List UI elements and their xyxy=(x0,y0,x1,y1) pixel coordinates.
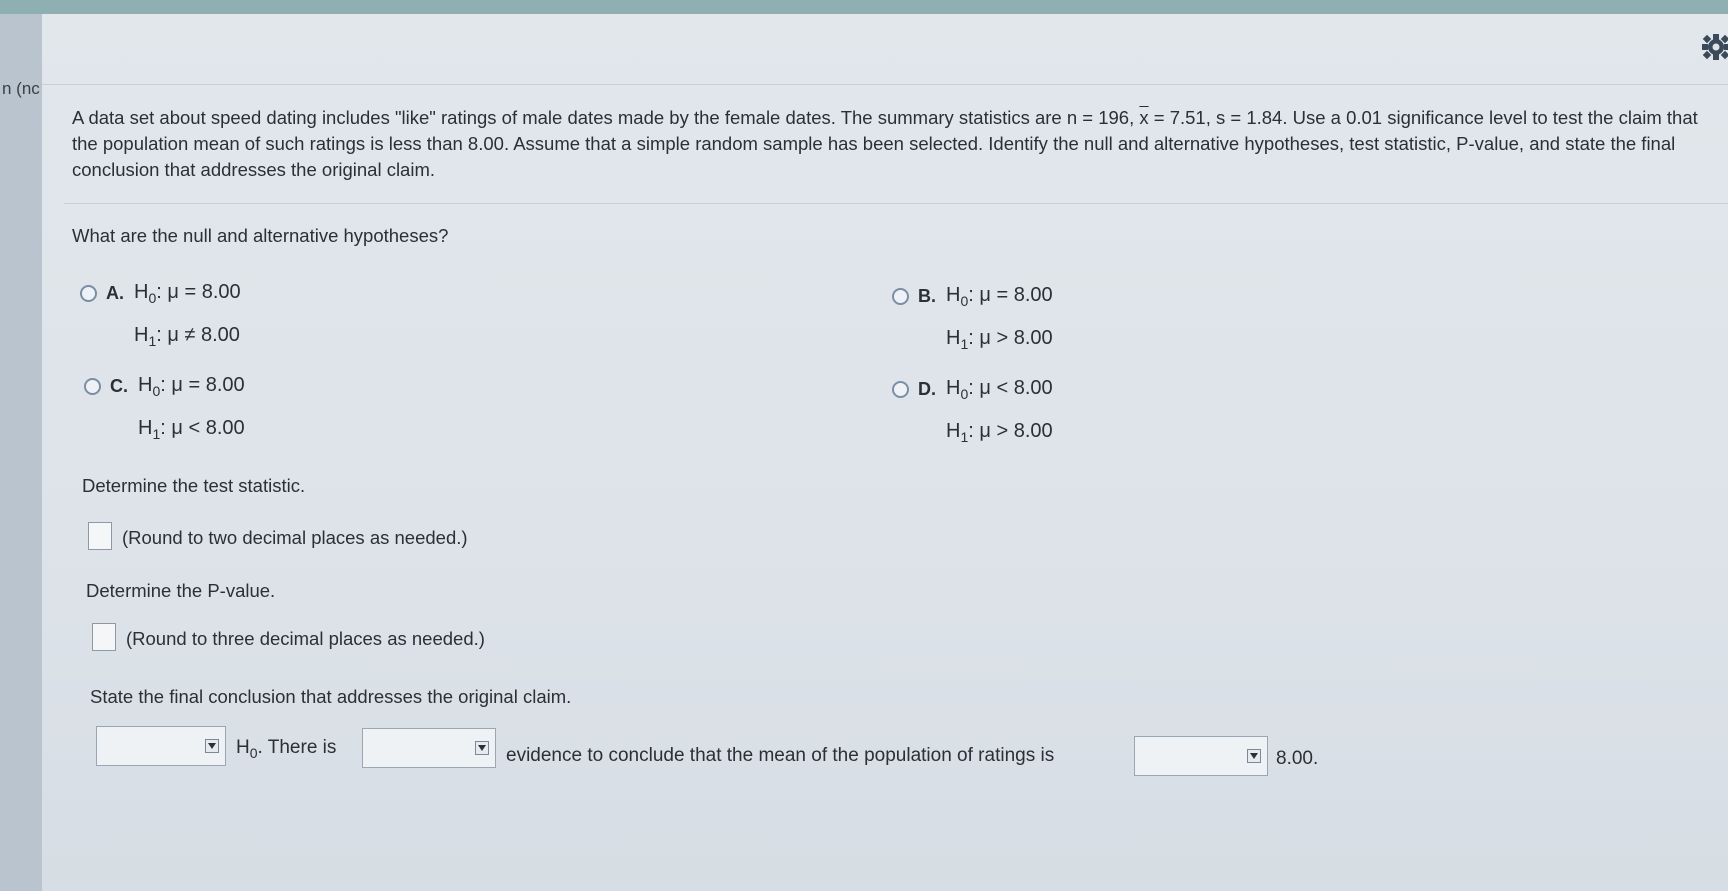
option-d-h0: $H_0$: μ < 8.00 xyxy=(946,377,1053,402)
radio-option-b[interactable] xyxy=(892,288,909,305)
option-b-h0: $H_0$: μ = 8.00 xyxy=(946,284,1053,309)
option-a-h0: $H_0$: μ = 8.00 xyxy=(134,281,241,306)
conclusion-direction-dropdown[interactable] xyxy=(1134,736,1268,776)
p-value-input[interactable] xyxy=(92,623,116,651)
option-c-h0: $H_0$: μ = 8.00 xyxy=(138,374,245,399)
question-text-part2: = 7.51, s = 1.84. Use a 0.01 significance level to test the claim that the population mean of such ratings is less than 8.00. Assume that a simple random sample has been selected. Identify the null and alternative hypotheses, test statistic, P-value, and state the final conclusion that addresses the original claim. xyxy=(72,107,1698,180)
option-b-hypotheses xyxy=(946,285,1053,363)
top-bar xyxy=(0,0,1728,14)
conclusion-decision-dropdown[interactable] xyxy=(96,726,226,766)
left-panel-edge xyxy=(0,14,42,891)
option-c-hypotheses xyxy=(138,375,245,453)
option-a-letter: A. xyxy=(106,283,124,303)
radio-option-d[interactable] xyxy=(892,381,909,398)
test-statistic-hint: (Round to two decimal places as needed.) xyxy=(122,527,468,548)
chevron-down-icon[interactable] xyxy=(475,741,489,755)
h0-text: $H_0$. There is xyxy=(236,737,337,761)
conclusion-middle-text: evidence to conclude that the mean of the population of ratings is xyxy=(506,745,1055,766)
conclusion-evidence-dropdown[interactable] xyxy=(362,728,496,768)
radio-option-c[interactable] xyxy=(84,378,101,395)
hypotheses-heading: What are the null and alternative hypotheses? xyxy=(72,225,449,246)
option-a[interactable] xyxy=(80,282,241,360)
panel-divider xyxy=(42,84,1728,85)
chevron-down-icon[interactable] xyxy=(205,739,219,753)
h0-suffix: . There is xyxy=(257,737,337,758)
radio-option-a[interactable] xyxy=(80,285,97,302)
left-panel-text: n (nc xyxy=(2,79,40,98)
option-a-hypotheses xyxy=(134,282,241,360)
option-c[interactable] xyxy=(84,375,245,453)
conclusion-end-text: 8.00. xyxy=(1276,748,1319,769)
question-divider xyxy=(64,203,1728,204)
test-statistic-input[interactable] xyxy=(88,522,112,550)
option-d-letter: D. xyxy=(918,379,936,399)
option-d-h1: $H_1$: μ > 8.00 xyxy=(946,420,1053,445)
p-value-heading: Determine the P-value. xyxy=(86,580,276,601)
option-c-letter: C. xyxy=(110,376,128,396)
test-statistic-heading: Determine the test statistic. xyxy=(82,475,306,496)
option-d[interactable] xyxy=(892,378,1053,456)
xbar-symbol: $\overline{x}$ xyxy=(1139,107,1149,128)
chevron-down-icon[interactable] xyxy=(1247,749,1261,763)
gear-icon[interactable] xyxy=(1698,32,1728,62)
option-a-h1: $H_1$: μ ≠ 8.00 xyxy=(134,324,240,349)
question-text xyxy=(72,105,1712,183)
p-value-hint: (Round to three decimal places as needed.) xyxy=(126,628,485,649)
conclusion-heading: State the final conclusion that addresses the original claim. xyxy=(90,686,572,707)
option-b-h1: $H_1$: μ > 8.00 xyxy=(946,327,1053,352)
question-text-part1: A data set about speed dating includes "like" ratings of male dates made by the female dates. The summary statistics are n = 196, xyxy=(72,107,1140,128)
option-d-hypotheses xyxy=(946,378,1053,456)
option-b-letter: B. xyxy=(918,286,936,306)
option-c-h1: $H_1$: μ < 8.00 xyxy=(138,417,245,442)
option-b[interactable] xyxy=(892,285,1053,363)
